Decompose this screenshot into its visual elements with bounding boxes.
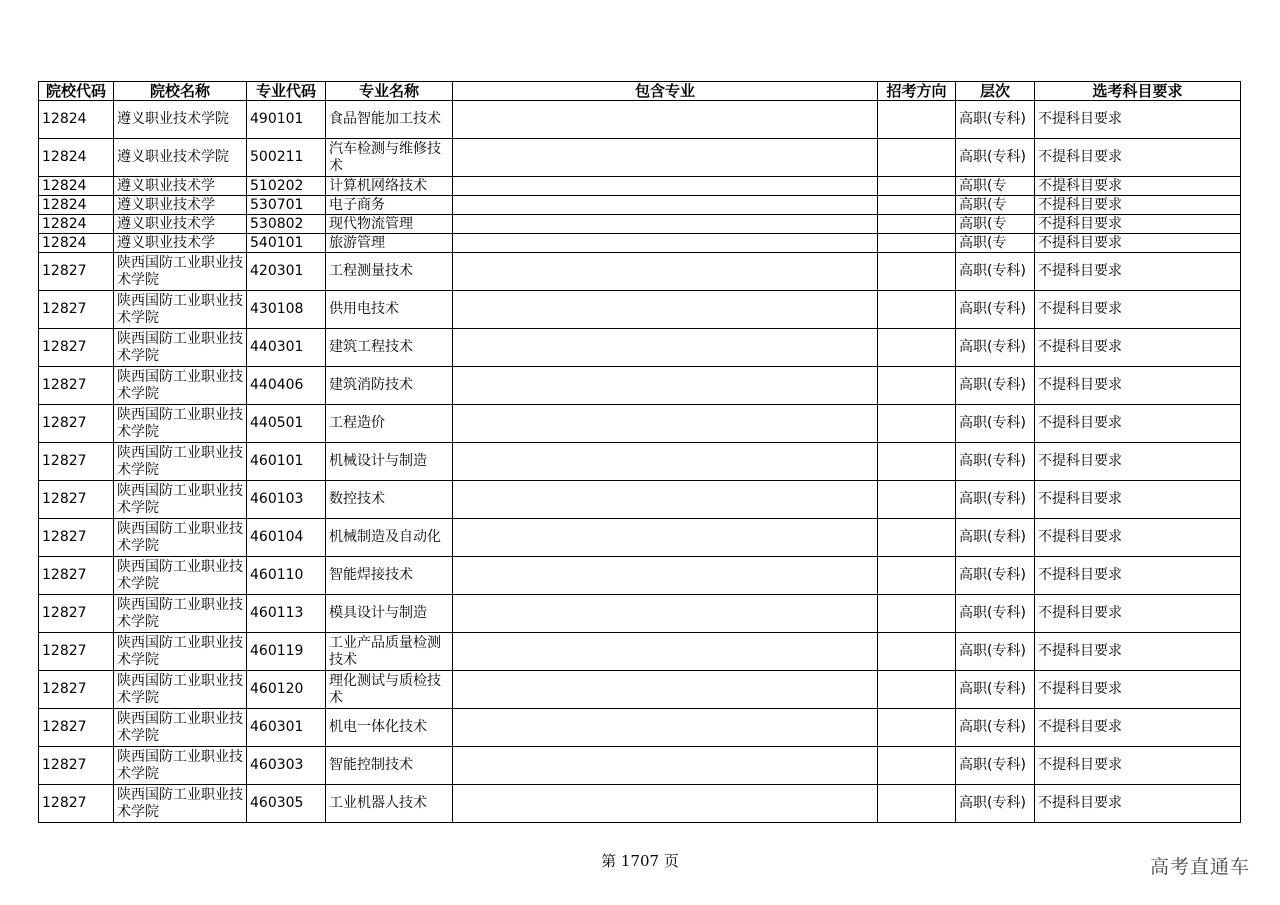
cell-level: 高职(专科)	[956, 633, 1035, 671]
cell-included-majors	[453, 747, 878, 785]
cell-level: 高职(专	[956, 234, 1035, 253]
cell-included-majors	[453, 405, 878, 443]
cell-major-name: 智能焊接技术	[326, 557, 453, 595]
cell-included-majors	[453, 215, 878, 234]
cell-included-majors	[453, 633, 878, 671]
cell-major-code: 460113	[247, 595, 326, 633]
cell-subject-requirement: 不提科目要求	[1035, 747, 1241, 785]
cell-level: 高职(专科)	[956, 253, 1035, 291]
cell-included-majors	[453, 367, 878, 405]
cell-subject-requirement: 不提科目要求	[1035, 519, 1241, 557]
table-row	[39, 709, 1241, 747]
cell-included-majors	[453, 196, 878, 215]
cell-included-majors	[453, 709, 878, 747]
cell-school-code: 12827	[39, 291, 114, 329]
cell-subject-requirement: 不提科目要求	[1035, 557, 1241, 595]
cell-level: 高职(专科)	[956, 747, 1035, 785]
cell-school-code: 12827	[39, 709, 114, 747]
header-direction: 招考方向	[878, 82, 956, 101]
cell-major-name: 建筑消防技术	[326, 367, 453, 405]
cell-major-code: 460301	[247, 709, 326, 747]
cell-major-name: 工业产品质量检测技术	[326, 633, 453, 671]
admissions-table	[38, 81, 1241, 823]
cell-school-code: 12827	[39, 443, 114, 481]
table-row	[39, 671, 1241, 709]
cell-major-code: 530701	[247, 196, 326, 215]
cell-direction	[878, 215, 956, 234]
cell-major-name: 机械制造及自动化	[326, 519, 453, 557]
cell-school-name: 陕西国防工业职业技术学院	[114, 595, 247, 633]
cell-school-code: 12827	[39, 595, 114, 633]
cell-school-name: 陕西国防工业职业技术学院	[114, 709, 247, 747]
cell-school-name: 遵义职业技术学院	[114, 101, 247, 139]
header-row	[39, 82, 1241, 101]
cell-major-name: 工程测量技术	[326, 253, 453, 291]
cell-major-code: 460110	[247, 557, 326, 595]
header-school-name: 院校名称	[114, 82, 247, 101]
table-row	[39, 747, 1241, 785]
cell-included-majors	[453, 557, 878, 595]
cell-school-name: 遵义职业技术学	[114, 196, 247, 215]
cell-school-name: 陕西国防工业职业技术学院	[114, 367, 247, 405]
cell-school-name: 遵义职业技术学	[114, 177, 247, 196]
header-major-name: 专业名称	[326, 82, 453, 101]
table-body	[39, 101, 1241, 823]
cell-school-name: 陕西国防工业职业技术学院	[114, 633, 247, 671]
cell-subject-requirement: 不提科目要求	[1035, 101, 1241, 139]
table-row	[39, 329, 1241, 367]
cell-major-name: 计算机网络技术	[326, 177, 453, 196]
cell-direction	[878, 481, 956, 519]
cell-included-majors	[453, 101, 878, 139]
cell-major-name: 电子商务	[326, 196, 453, 215]
table-row	[39, 196, 1241, 215]
cell-major-code: 460103	[247, 481, 326, 519]
cell-major-code: 440301	[247, 329, 326, 367]
cell-level: 高职(专科)	[956, 557, 1035, 595]
cell-subject-requirement: 不提科目要求	[1035, 443, 1241, 481]
watermark: 高考直通车	[1149, 856, 1250, 878]
table-row	[39, 443, 1241, 481]
cell-subject-requirement: 不提科目要求	[1035, 196, 1241, 215]
cell-school-name: 陕西国防工业职业技术学院	[114, 481, 247, 519]
cell-school-code: 12827	[39, 557, 114, 595]
cell-school-code: 12827	[39, 329, 114, 367]
cell-subject-requirement: 不提科目要求	[1035, 367, 1241, 405]
cell-major-code: 460303	[247, 747, 326, 785]
table-row	[39, 557, 1241, 595]
cell-school-code: 12827	[39, 519, 114, 557]
page-number: 第 1707 页	[601, 852, 679, 870]
cell-major-code: 460305	[247, 785, 326, 823]
cell-school-code: 12827	[39, 405, 114, 443]
cell-direction	[878, 101, 956, 139]
cell-level: 高职(专	[956, 196, 1035, 215]
cell-included-majors	[453, 329, 878, 367]
cell-major-name: 机电一体化技术	[326, 709, 453, 747]
cell-school-code: 12824	[39, 101, 114, 139]
cell-major-name: 工程造价	[326, 405, 453, 443]
cell-school-name: 陕西国防工业职业技术学院	[114, 405, 247, 443]
cell-included-majors	[453, 139, 878, 177]
cell-school-code: 12824	[39, 215, 114, 234]
cell-major-code: 460119	[247, 633, 326, 671]
cell-major-code: 460120	[247, 671, 326, 709]
cell-subject-requirement: 不提科目要求	[1035, 253, 1241, 291]
cell-direction	[878, 443, 956, 481]
cell-level: 高职(专科)	[956, 709, 1035, 747]
cell-school-name: 陕西国防工业职业技术学院	[114, 519, 247, 557]
cell-subject-requirement: 不提科目要求	[1035, 291, 1241, 329]
cell-direction	[878, 291, 956, 329]
cell-included-majors	[453, 481, 878, 519]
cell-direction	[878, 405, 956, 443]
cell-included-majors	[453, 443, 878, 481]
cell-major-code: 430108	[247, 291, 326, 329]
cell-included-majors	[453, 234, 878, 253]
cell-direction	[878, 139, 956, 177]
cell-subject-requirement: 不提科目要求	[1035, 709, 1241, 747]
table-row	[39, 785, 1241, 823]
cell-direction	[878, 196, 956, 215]
cell-major-name: 模具设计与制造	[326, 595, 453, 633]
header-level: 层次	[956, 82, 1035, 101]
cell-level: 高职(专科)	[956, 101, 1035, 139]
cell-major-code: 420301	[247, 253, 326, 291]
cell-school-code: 12824	[39, 196, 114, 215]
cell-school-name: 陕西国防工业职业技术学院	[114, 671, 247, 709]
header-school-code: 院校代码	[39, 82, 114, 101]
cell-major-code: 500211	[247, 139, 326, 177]
table-row	[39, 519, 1241, 557]
cell-direction	[878, 519, 956, 557]
cell-direction	[878, 367, 956, 405]
cell-major-name: 工业机器人技术	[326, 785, 453, 823]
cell-school-code: 12827	[39, 481, 114, 519]
cell-included-majors	[453, 177, 878, 196]
cell-included-majors	[453, 595, 878, 633]
cell-subject-requirement: 不提科目要求	[1035, 329, 1241, 367]
cell-included-majors	[453, 671, 878, 709]
cell-subject-requirement: 不提科目要求	[1035, 595, 1241, 633]
table-row	[39, 633, 1241, 671]
cell-subject-requirement: 不提科目要求	[1035, 177, 1241, 196]
cell-school-name: 遵义职业技术学院	[114, 139, 247, 177]
cell-school-code: 12827	[39, 747, 114, 785]
cell-direction	[878, 329, 956, 367]
cell-school-name: 陕西国防工业职业技术学院	[114, 443, 247, 481]
cell-level: 高职(专科)	[956, 367, 1035, 405]
cell-school-code: 12824	[39, 234, 114, 253]
cell-school-code: 12827	[39, 253, 114, 291]
cell-major-name: 汽车检测与维修技术	[326, 139, 453, 177]
cell-school-name: 陕西国防工业职业技术学院	[114, 785, 247, 823]
header-major-code: 专业代码	[247, 82, 326, 101]
cell-direction	[878, 177, 956, 196]
cell-major-code: 440406	[247, 367, 326, 405]
cell-major-code: 540101	[247, 234, 326, 253]
cell-level: 高职(专科)	[956, 481, 1035, 519]
cell-school-name: 陕西国防工业职业技术学院	[114, 329, 247, 367]
cell-included-majors	[453, 785, 878, 823]
table-row	[39, 367, 1241, 405]
cell-major-code: 490101	[247, 101, 326, 139]
cell-level: 高职(专科)	[956, 291, 1035, 329]
cell-school-code: 12824	[39, 177, 114, 196]
cell-subject-requirement: 不提科目要求	[1035, 671, 1241, 709]
cell-included-majors	[453, 519, 878, 557]
cell-major-name: 建筑工程技术	[326, 329, 453, 367]
cell-school-name: 陕西国防工业职业技术学院	[114, 253, 247, 291]
cell-level: 高职(专	[956, 177, 1035, 196]
table-row	[39, 101, 1241, 139]
table-row	[39, 253, 1241, 291]
table-row	[39, 481, 1241, 519]
cell-direction	[878, 253, 956, 291]
table-row	[39, 234, 1241, 253]
cell-major-name: 供用电技术	[326, 291, 453, 329]
cell-direction	[878, 747, 956, 785]
cell-major-code: 460104	[247, 519, 326, 557]
cell-direction	[878, 633, 956, 671]
cell-school-name: 遵义职业技术学	[114, 234, 247, 253]
cell-school-name: 陕西国防工业职业技术学院	[114, 747, 247, 785]
cell-level: 高职(专科)	[956, 785, 1035, 823]
table-row	[39, 139, 1241, 177]
cell-level: 高职(专	[956, 215, 1035, 234]
cell-subject-requirement: 不提科目要求	[1035, 139, 1241, 177]
cell-school-name: 陕西国防工业职业技术学院	[114, 557, 247, 595]
cell-major-name: 机械设计与制造	[326, 443, 453, 481]
cell-major-code: 510202	[247, 177, 326, 196]
cell-subject-requirement: 不提科目要求	[1035, 785, 1241, 823]
cell-subject-requirement: 不提科目要求	[1035, 215, 1241, 234]
cell-major-name: 食品智能加工技术	[326, 101, 453, 139]
cell-direction	[878, 671, 956, 709]
cell-subject-requirement: 不提科目要求	[1035, 405, 1241, 443]
cell-school-code: 12827	[39, 785, 114, 823]
cell-school-code: 12824	[39, 139, 114, 177]
cell-level: 高职(专科)	[956, 405, 1035, 443]
cell-major-name: 现代物流管理	[326, 215, 453, 234]
cell-major-code: 460101	[247, 443, 326, 481]
cell-level: 高职(专科)	[956, 329, 1035, 367]
cell-subject-requirement: 不提科目要求	[1035, 234, 1241, 253]
cell-school-code: 12827	[39, 671, 114, 709]
cell-included-majors	[453, 291, 878, 329]
header-subject-requirement: 选考科目要求	[1035, 82, 1241, 101]
table-row	[39, 215, 1241, 234]
cell-direction	[878, 595, 956, 633]
cell-direction	[878, 785, 956, 823]
header-included-majors: 包含专业	[453, 82, 878, 101]
cell-direction	[878, 557, 956, 595]
cell-subject-requirement: 不提科目要求	[1035, 481, 1241, 519]
cell-level: 高职(专科)	[956, 595, 1035, 633]
cell-direction	[878, 234, 956, 253]
cell-included-majors	[453, 253, 878, 291]
cell-major-code: 530802	[247, 215, 326, 234]
cell-major-name: 数控技术	[326, 481, 453, 519]
cell-major-name: 旅游管理	[326, 234, 453, 253]
table-row	[39, 595, 1241, 633]
cell-direction	[878, 709, 956, 747]
cell-school-name: 陕西国防工业职业技术学院	[114, 291, 247, 329]
cell-school-code: 12827	[39, 633, 114, 671]
cell-subject-requirement: 不提科目要求	[1035, 633, 1241, 671]
cell-school-code: 12827	[39, 367, 114, 405]
cell-school-name: 遵义职业技术学	[114, 215, 247, 234]
cell-major-code: 440501	[247, 405, 326, 443]
cell-level: 高职(专科)	[956, 139, 1035, 177]
table-row	[39, 291, 1241, 329]
cell-major-name: 智能控制技术	[326, 747, 453, 785]
cell-level: 高职(专科)	[956, 671, 1035, 709]
cell-level: 高职(专科)	[956, 519, 1035, 557]
table-row	[39, 177, 1241, 196]
cell-level: 高职(专科)	[956, 443, 1035, 481]
table-row	[39, 405, 1241, 443]
cell-major-name: 理化测试与质检技术	[326, 671, 453, 709]
